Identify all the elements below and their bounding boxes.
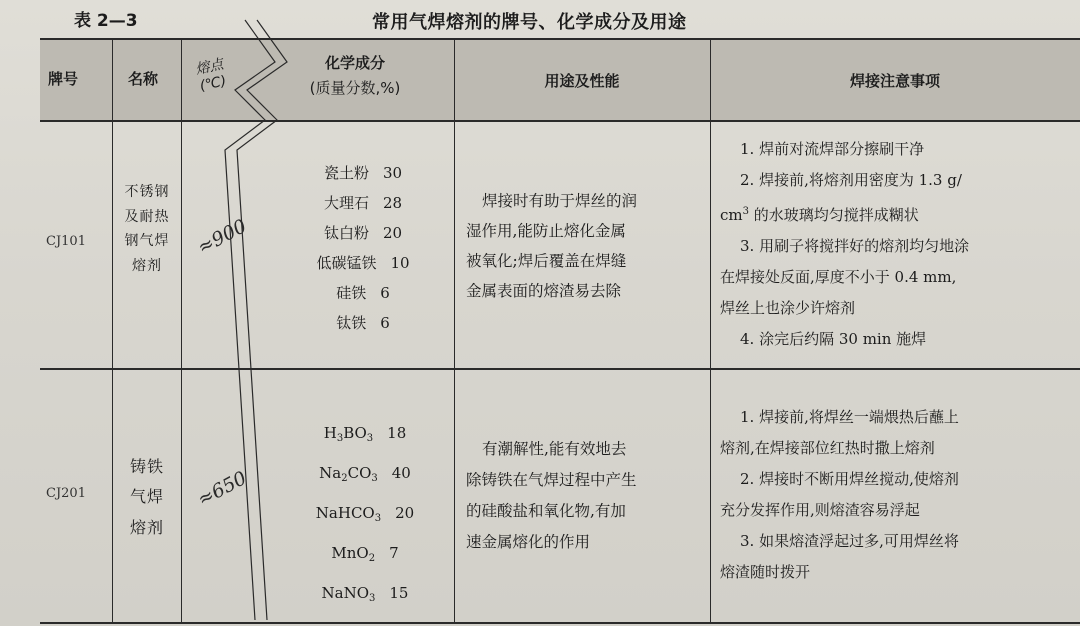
break-line-marks bbox=[215, 20, 275, 626]
header-grade: 牌号 bbox=[48, 70, 79, 88]
usage-line: 被氧化;焊后覆盖在焊缝 bbox=[466, 252, 627, 270]
composition-item: 硅铁 6 bbox=[336, 284, 390, 302]
row2-melting-point: ≈650 bbox=[193, 467, 251, 511]
header-composition-line1: 化学成分 bbox=[324, 54, 385, 72]
row1-name bbox=[113, 180, 181, 278]
usage-line: 的硅酸盐和氧化物,有加 bbox=[466, 502, 626, 520]
composition-item: 钛铁 6 bbox=[336, 314, 390, 332]
note-line: 2. 焊接前,将熔剂用密度为 1.3 g/ bbox=[740, 171, 962, 189]
usage-line: 除铸铁在气焊过程中产生 bbox=[466, 471, 637, 489]
row2-composition bbox=[290, 416, 440, 616]
note-line: 1. 焊前对流焊部分擦刷干净 bbox=[740, 140, 925, 158]
row2-name-line: 铸铁 bbox=[129, 457, 164, 476]
header-notes: 焊接注意事项 bbox=[849, 72, 940, 90]
row1-melting-point: ≈900 bbox=[193, 215, 251, 259]
note-line: 2. 焊接时不断用焊丝搅动,使熔剂 bbox=[740, 470, 959, 488]
row1-name-line: 熔剂 bbox=[132, 257, 162, 274]
row-divider-rule bbox=[40, 368, 1080, 370]
usage-line: 有潮解性,能有效地去 bbox=[482, 440, 627, 458]
note-line: 3. 如果熔渣浮起过多,可用焊丝将 bbox=[740, 532, 959, 550]
note-line: 1. 焊接前,将焊丝一端煨热后蘸上 bbox=[740, 408, 959, 426]
composition-item: 大理石 28 bbox=[323, 194, 403, 212]
note-line: 熔剂,在焊接部位红热时撒上熔剂 bbox=[720, 439, 935, 457]
usage-line: 湿作用,能防止熔化金属 bbox=[466, 222, 626, 240]
composition-item: NaNO$_3$ 15 bbox=[321, 584, 409, 604]
row1-name-line: 及耐热 bbox=[124, 208, 170, 225]
header-usage: 用途及性能 bbox=[544, 72, 620, 90]
row2-name-line: 熔剂 bbox=[129, 517, 164, 537]
composition-item: NaHCO$_3$ 20 bbox=[315, 504, 415, 524]
composition-item: $H_3BO_3$ 18 bbox=[323, 424, 407, 444]
composition-item: 低碳锰铁 10 bbox=[316, 254, 410, 272]
row1-name-line: 不锈钢 bbox=[124, 184, 170, 200]
row1-grade: CJ101 bbox=[46, 234, 86, 249]
row2-usage bbox=[466, 434, 706, 558]
note-text: 的水玻璃均匀搅拌成糊状 bbox=[753, 206, 919, 224]
row1-notes bbox=[720, 134, 1076, 355]
header-composition bbox=[280, 52, 430, 98]
header-composition-line2: (质量分数,%) bbox=[309, 79, 401, 97]
header-name: 名称 bbox=[128, 70, 159, 88]
row2-name bbox=[113, 452, 181, 543]
header-melting-point-line2: (℃) bbox=[198, 73, 228, 95]
header-melting-point-line1: 熔点 bbox=[194, 56, 225, 78]
note-line bbox=[720, 196, 1076, 231]
row2-notes bbox=[720, 402, 1076, 588]
table-number: 表 2—3 bbox=[74, 11, 138, 31]
bottom-rule bbox=[40, 622, 1080, 624]
note-line: 熔渣随时拨开 bbox=[720, 563, 811, 581]
row1-usage bbox=[466, 186, 706, 306]
usage-line: 速金属熔化的作用 bbox=[466, 533, 591, 551]
col-rule-5 bbox=[710, 40, 711, 622]
note-line: 在焊接处反面,厚度不小于 0.4 mm, bbox=[720, 268, 957, 286]
row1-name-line: 钢气焊 bbox=[124, 233, 170, 249]
density-unit: cm bbox=[720, 206, 743, 224]
composition-item: 钛白粉 20 bbox=[323, 224, 403, 242]
row1-composition bbox=[278, 158, 448, 338]
header-bottom-rule bbox=[40, 120, 1080, 122]
density-unit-sup: 3 bbox=[742, 206, 749, 217]
note-line: 3. 用刷子将搅拌好的熔剂均匀地涂 bbox=[740, 237, 970, 255]
usage-line: 焊接时有助于焊丝的润 bbox=[482, 192, 638, 210]
note-line: 4. 涂完后约隔 30 min 施焊 bbox=[740, 330, 927, 348]
note-line: 焊丝上也涂少许熔剂 bbox=[720, 299, 856, 317]
row2-grade: CJ201 bbox=[46, 486, 86, 501]
table-title: 常用气焊熔剂的牌号、化学成分及用途 bbox=[372, 12, 687, 33]
composition-item: MnO$_2$ 7 bbox=[331, 544, 399, 564]
col-rule-2 bbox=[181, 40, 182, 622]
composition-item: 瓷土粉 30 bbox=[323, 164, 403, 182]
row2-name-line: 气焊 bbox=[129, 487, 164, 507]
composition-item: $Na_2CO_3$ 40 bbox=[319, 464, 411, 484]
top-rule bbox=[40, 38, 1080, 40]
col-rule-4 bbox=[454, 40, 455, 622]
usage-line: 金属表面的熔渣易去除 bbox=[466, 282, 622, 300]
note-line: 充分发挥作用,则熔渣容易浮起 bbox=[720, 501, 920, 519]
